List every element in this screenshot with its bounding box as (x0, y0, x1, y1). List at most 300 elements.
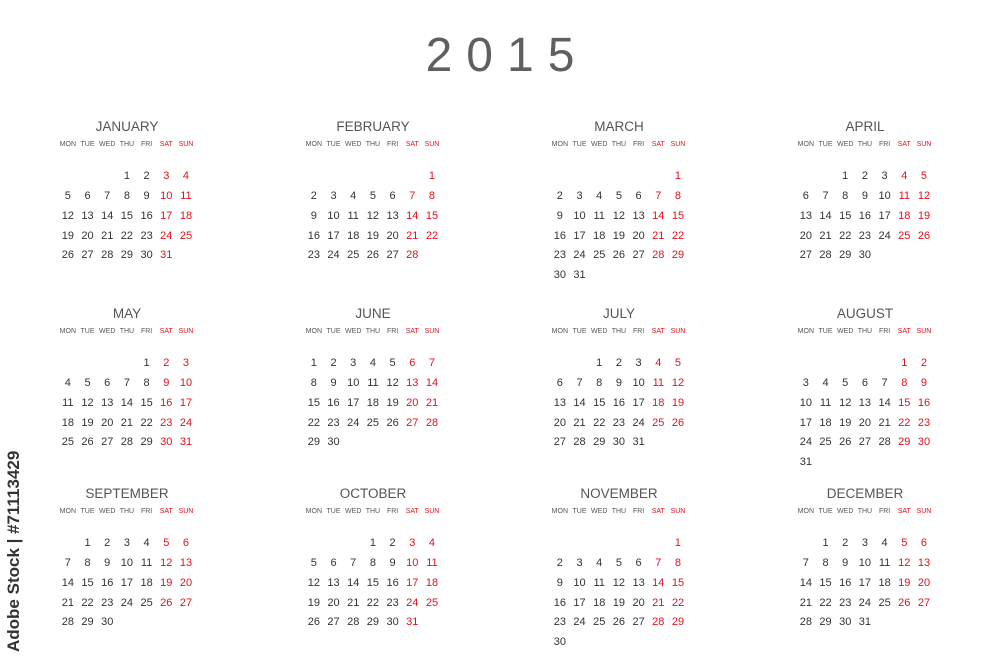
weekday-label: SAT (405, 508, 419, 515)
weekday-label: TUE (80, 328, 95, 335)
day-cell: 26 (81, 436, 94, 449)
day-cell: 13 (81, 209, 94, 222)
day-cell (137, 612, 157, 632)
day-cell: 21 (799, 596, 812, 609)
weekday-label: FRI (878, 141, 891, 148)
day-cell: 22 (140, 416, 153, 429)
month-name: JUNE (355, 306, 391, 321)
weekday-label: FRI (632, 508, 645, 515)
day-cell: 3 (123, 537, 130, 549)
day-cell (402, 166, 422, 186)
week-row (550, 373, 688, 393)
week-row (58, 393, 196, 413)
day-cell: 16 (612, 396, 626, 409)
day-cell: 28 (347, 616, 360, 629)
day-cell: 2 (330, 357, 337, 369)
day-cell (97, 166, 117, 186)
weekday-header (304, 138, 442, 152)
day-cell (648, 533, 668, 553)
weekday-label: FRI (140, 328, 153, 335)
day-cell: 3 (576, 556, 583, 569)
week-row (550, 553, 688, 573)
day-cell: 24 (327, 249, 340, 262)
day-cell: 4 (655, 357, 662, 369)
week-row (796, 373, 934, 393)
day-cell (648, 265, 668, 285)
weekday-label: MON (551, 141, 569, 148)
day-cell: 29 (120, 249, 134, 262)
day-cell: 9 (556, 576, 563, 589)
day-cell: 13 (632, 209, 645, 222)
day-cell (609, 166, 629, 186)
day-cell (796, 533, 816, 553)
day-cell: 12 (81, 396, 94, 409)
day-cell: 26 (160, 596, 173, 609)
day-cell: 14 (652, 209, 665, 222)
day-cell: 1 (310, 357, 317, 369)
day-cell (855, 452, 875, 472)
day-cell: 3 (635, 357, 642, 369)
day-cell (422, 432, 442, 452)
weekday-label: FRI (386, 508, 399, 515)
day-cell: 8 (596, 376, 603, 389)
day-cell (629, 632, 649, 652)
day-cell: 5 (163, 537, 170, 549)
day-cell: 28 (101, 249, 114, 262)
day-cell: 21 (652, 229, 665, 242)
day-cell: 12 (612, 209, 626, 222)
week-row (58, 206, 196, 226)
day-cell: 20 (101, 416, 114, 429)
weekday-label: SUN (916, 328, 932, 335)
month-july (550, 305, 688, 452)
weekday-label: SUN (424, 328, 440, 335)
day-cell: 25 (140, 596, 153, 609)
day-cell (363, 166, 383, 186)
day-cell: 10 (347, 376, 360, 389)
week-row (58, 533, 196, 553)
month-september (58, 485, 196, 632)
day-cell: 3 (330, 189, 337, 202)
day-cell: 24 (120, 596, 134, 609)
day-cell: 14 (347, 576, 360, 589)
day-cell: 14 (819, 209, 832, 222)
day-cell: 27 (632, 616, 645, 629)
weekday-label: MON (551, 328, 569, 335)
day-cell: 29 (671, 616, 685, 629)
day-cell (343, 432, 363, 452)
weekday-label: MON (305, 141, 323, 148)
day-cell (58, 353, 78, 373)
day-cell: 6 (409, 357, 416, 369)
weekday-label: WED (99, 141, 116, 148)
day-cell: 24 (573, 249, 586, 262)
day-cell: 6 (182, 537, 190, 549)
day-cell: 7 (123, 376, 130, 389)
day-cell: 14 (101, 209, 114, 222)
day-cell: 24 (632, 416, 645, 429)
day-cell: 16 (160, 396, 173, 409)
day-cell: 8 (310, 376, 317, 389)
day-cell: 17 (878, 209, 891, 222)
day-cell: 29 (366, 616, 380, 629)
day-cell: 18 (140, 576, 153, 589)
day-cell: 18 (878, 576, 891, 589)
day-cell: 20 (406, 396, 419, 409)
day-cell: 30 (858, 249, 872, 262)
weekday-label: THU (857, 141, 873, 148)
day-cell: 29 (898, 436, 911, 449)
day-cell: 2 (556, 556, 563, 569)
day-cell: 23 (101, 596, 114, 609)
day-cell: 12 (386, 376, 399, 389)
weekday-label: SUN (916, 508, 932, 515)
day-cell: 18 (593, 596, 606, 609)
day-cell (648, 166, 668, 186)
week-row (796, 612, 934, 632)
day-cell: 18 (179, 209, 193, 222)
week-row (58, 166, 196, 186)
day-cell: 25 (425, 596, 439, 609)
day-cell: 13 (386, 209, 399, 222)
day-cell: 18 (425, 576, 439, 589)
week-row (550, 632, 688, 652)
day-cell: 28 (573, 436, 586, 449)
day-cell: 29 (593, 436, 606, 449)
day-cell: 20 (81, 229, 94, 242)
day-cell: 30 (917, 436, 931, 449)
day-cell (97, 353, 117, 373)
day-cell: 16 (839, 576, 852, 589)
day-cell: 13 (858, 396, 872, 409)
weekday-label: TUE (572, 141, 587, 148)
day-cell (668, 632, 688, 652)
weekday-label: SAT (897, 328, 911, 335)
week-row (796, 353, 934, 373)
day-cell (796, 353, 816, 373)
week-row (550, 593, 688, 613)
day-cell: 19 (671, 396, 685, 409)
day-cell: 15 (425, 209, 439, 222)
day-cell: 11 (62, 396, 74, 409)
day-cell: 25 (61, 436, 74, 449)
week-row (304, 245, 442, 265)
day-cell: 22 (671, 596, 685, 609)
day-cell: 10 (799, 396, 812, 409)
day-cell: 7 (409, 189, 416, 202)
day-cell: 31 (406, 616, 419, 629)
day-cell (324, 533, 344, 553)
day-cell: 2 (842, 537, 849, 549)
day-cell: 6 (556, 376, 563, 389)
day-cell: 7 (104, 189, 111, 202)
month-name: MARCH (594, 119, 644, 134)
day-cell: 27 (632, 249, 645, 262)
day-cell: 17 (573, 596, 586, 609)
day-cell: 26 (386, 416, 399, 429)
day-cell: 10 (878, 189, 891, 202)
day-cell: 28 (652, 249, 665, 262)
month-name: FEBRUARY (336, 119, 410, 134)
day-cell: 21 (425, 396, 439, 409)
day-cell (875, 245, 895, 265)
day-cell (58, 533, 78, 553)
month-name: OCTOBER (339, 486, 407, 501)
day-cell: 12 (160, 556, 173, 569)
day-cell: 14 (573, 396, 586, 409)
day-cell: 30 (327, 436, 340, 449)
day-cell: 13 (101, 396, 114, 409)
weekday-header (58, 138, 196, 152)
weekday-label: MON (305, 328, 323, 335)
weekday-header (58, 325, 196, 339)
day-cell: 23 (386, 596, 399, 609)
day-cell: 17 (858, 576, 872, 589)
weekday-label: THU (119, 508, 135, 515)
weekday-label: WED (99, 328, 116, 335)
month-august (796, 305, 934, 472)
day-cell: 23 (839, 596, 852, 609)
day-cell (550, 353, 570, 373)
weekday-label: MON (797, 328, 815, 335)
weekday-label: SUN (670, 328, 686, 335)
day-cell (629, 166, 649, 186)
day-cell: 19 (366, 229, 380, 242)
day-cell: 25 (652, 416, 665, 429)
day-cell: 26 (307, 616, 320, 629)
day-cell: 11 (180, 189, 192, 202)
day-cell: 2 (556, 189, 563, 202)
day-cell: 1 (822, 537, 829, 549)
weekday-label: SAT (651, 328, 665, 335)
day-cell: 7 (822, 189, 829, 202)
day-cell: 14 (425, 376, 439, 389)
day-cell: 3 (350, 357, 357, 369)
weekday-label: THU (611, 328, 627, 335)
week-row (550, 166, 688, 186)
day-cell: 12 (917, 189, 931, 202)
day-cell: 4 (143, 537, 150, 549)
day-cell: 22 (366, 596, 380, 609)
day-cell (589, 533, 609, 553)
week-row (304, 533, 442, 553)
day-cell: 18 (898, 209, 911, 222)
day-cell: 8 (822, 556, 829, 569)
day-cell: 26 (612, 616, 626, 629)
day-cell: 6 (330, 556, 337, 569)
day-cell: 7 (576, 376, 583, 389)
week-row (550, 573, 688, 593)
day-cell (648, 432, 668, 452)
day-cell: 7 (881, 376, 888, 389)
week-row (58, 186, 196, 206)
week-row (58, 353, 196, 373)
day-cell (363, 432, 383, 452)
day-cell: 27 (179, 596, 193, 609)
day-cell: 8 (842, 189, 849, 202)
day-cell: 5 (674, 357, 682, 369)
day-cell: 12 (307, 576, 320, 589)
month-march (550, 118, 688, 285)
day-cell: 10 (160, 189, 173, 202)
day-cell: 31 (632, 436, 645, 449)
weekday-label: WED (591, 328, 608, 335)
day-cell: 21 (406, 229, 419, 242)
day-cell: 8 (369, 556, 376, 569)
day-cell: 17 (347, 396, 360, 409)
day-cell: 11 (347, 209, 359, 222)
day-cell: 2 (104, 537, 111, 549)
day-cell: 29 (671, 249, 685, 262)
day-cell: 27 (917, 596, 931, 609)
day-cell: 25 (593, 616, 606, 629)
day-cell: 15 (81, 576, 94, 589)
weekday-label: TUE (572, 328, 587, 335)
weekday-label: WED (591, 141, 608, 148)
day-cell: 25 (898, 229, 911, 242)
day-cell: 24 (878, 229, 891, 242)
day-cell: 16 (101, 576, 114, 589)
day-cell: 1 (842, 170, 849, 182)
weekday-label: WED (837, 141, 854, 148)
day-cell (343, 533, 363, 553)
day-cell: 25 (366, 416, 380, 429)
day-cell: 13 (553, 396, 566, 409)
weekday-label: SAT (897, 141, 911, 148)
day-cell: 6 (104, 376, 111, 389)
day-cell: 20 (386, 229, 399, 242)
day-cell: 17 (120, 576, 134, 589)
month-april (796, 118, 934, 265)
day-cell (914, 452, 934, 472)
day-cell (875, 452, 895, 472)
week-row (550, 533, 688, 553)
day-cell (304, 533, 324, 553)
day-cell: 5 (64, 189, 71, 202)
weekday-header (796, 505, 934, 519)
week-row (58, 432, 196, 452)
day-cell: 17 (179, 396, 193, 409)
day-cell: 9 (861, 189, 868, 202)
weekday-label: THU (119, 141, 135, 148)
day-cell: 30 (553, 269, 566, 282)
day-cell: 23 (553, 616, 566, 629)
day-cell: 18 (366, 396, 380, 409)
day-cell: 2 (143, 170, 150, 182)
day-cell: 4 (596, 556, 603, 569)
day-cell: 21 (819, 229, 832, 242)
day-cell: 11 (652, 376, 664, 389)
day-cell (58, 166, 78, 186)
day-cell: 19 (612, 596, 626, 609)
day-cell: 25 (878, 596, 891, 609)
day-cell: 20 (553, 416, 566, 429)
day-cell: 10 (120, 556, 134, 569)
day-cell: 4 (596, 189, 603, 202)
day-cell: 26 (612, 249, 626, 262)
day-cell (117, 353, 137, 373)
day-cell: 14 (406, 209, 419, 222)
day-cell: 9 (163, 376, 170, 389)
weekday-label: FRI (632, 141, 645, 148)
day-cell: 4 (369, 357, 376, 369)
day-cell: 28 (425, 416, 439, 429)
day-cell: 27 (799, 249, 812, 262)
weekday-label: THU (365, 141, 381, 148)
day-cell: 21 (652, 596, 665, 609)
day-cell: 14 (799, 576, 812, 589)
day-cell: 30 (839, 616, 852, 629)
day-cell: 15 (898, 396, 911, 409)
day-cell: 15 (671, 576, 685, 589)
day-cell (629, 533, 649, 553)
day-cell: 10 (858, 556, 872, 569)
month-october (304, 485, 442, 632)
day-cell: 16 (858, 209, 872, 222)
day-cell: 21 (573, 416, 586, 429)
day-cell: 15 (819, 576, 832, 589)
day-cell: 31 (179, 436, 193, 449)
weekday-label: TUE (818, 328, 833, 335)
day-cell: 10 (632, 376, 645, 389)
day-cell (668, 432, 688, 452)
day-cell (835, 452, 855, 472)
day-cell: 14 (878, 396, 891, 409)
week-row (58, 553, 196, 573)
week-row (58, 573, 196, 593)
day-cell: 23 (307, 249, 320, 262)
day-cell: 26 (671, 416, 685, 429)
day-cell: 22 (425, 229, 439, 242)
day-cell (156, 612, 176, 632)
month-name: SEPTEMBER (85, 486, 169, 501)
day-cell: 18 (347, 229, 360, 242)
day-cell (609, 265, 629, 285)
day-cell (589, 166, 609, 186)
day-cell: 24 (799, 436, 812, 449)
day-cell: 18 (61, 416, 74, 429)
day-cell: 1 (596, 357, 603, 369)
week-row (796, 226, 934, 246)
day-cell: 25 (179, 229, 193, 242)
weekday-label: WED (345, 328, 362, 335)
day-cell: 20 (917, 576, 931, 589)
weekday-label: SUN (178, 328, 194, 335)
weekday-label: SAT (651, 508, 665, 515)
day-cell: 23 (553, 249, 566, 262)
day-cell: 12 (671, 376, 685, 389)
week-row (304, 432, 442, 452)
day-cell: 24 (160, 229, 173, 242)
day-cell (668, 265, 688, 285)
day-cell: 1 (674, 537, 682, 549)
day-cell (609, 632, 629, 652)
day-cell: 13 (179, 556, 193, 569)
day-cell: 14 (652, 576, 665, 589)
day-cell (324, 166, 344, 186)
weekday-label: FRI (140, 141, 153, 148)
day-cell: 27 (858, 436, 872, 449)
week-row (58, 593, 196, 613)
day-cell: 19 (61, 229, 74, 242)
day-cell (914, 245, 934, 265)
day-cell: 17 (406, 576, 419, 589)
day-cell: 30 (160, 436, 173, 449)
day-cell: 2 (920, 357, 928, 369)
week-row (550, 353, 688, 373)
day-cell: 23 (140, 229, 153, 242)
day-cell: 15 (366, 576, 380, 589)
